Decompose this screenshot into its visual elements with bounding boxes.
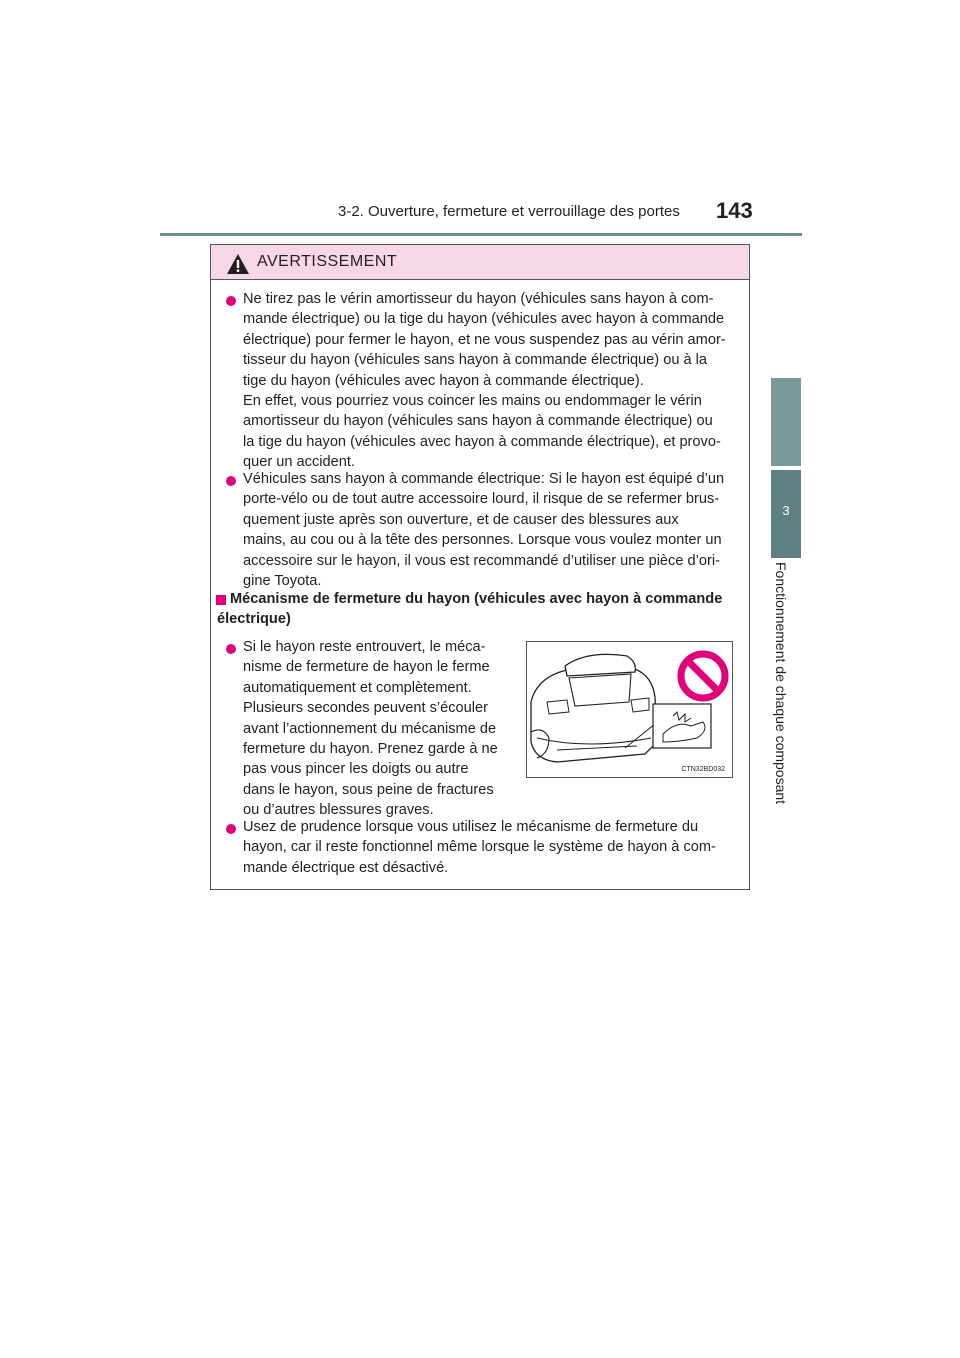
warning-triangle-icon [226,253,250,275]
text-line: électrique) pour fermer le hayon, et ne vous suspendez pas au vérin amor- [243,331,726,348]
text-line: nisme de fermeture de hayon le ferme [243,659,490,676]
car-rear-illustration [527,642,732,777]
text-line: fermeture du hayon. Prenez garde à ne [243,741,498,758]
text-line: accessoire sur le hayon, il vous est recommandé d’utiliser une pièce d’ori- [243,552,720,569]
side-caption [771,562,801,812]
text-line: quement juste après son ouverture, et de causer des blessures aux [243,511,679,528]
warning-title: AVERTISSEMENT [257,253,398,270]
bullet-dot [226,824,236,834]
text-line: hayon, car il reste fonctionnel même lorsque le système de hayon à com- [243,839,716,856]
warning-header [211,245,749,280]
text-line: Si le hayon reste entrouvert, le méca- [243,639,486,655]
text-line: mains, au cou ou à la tête des personnes. Lorsque vous voulez monter un [243,532,722,549]
text-line: Plusieurs secondes peuvent s’écouler [243,700,488,717]
text-line: électrique) [217,611,291,628]
text-line: Véhicules sans hayon à commande électrique: Si le hayon est équipé d’un [243,471,725,487]
bullet-dot [226,644,236,654]
text-line: Usez de prudence lorsque vous utilisez le mécanisme de fermeture du [243,819,699,835]
bullet-4-text [243,817,742,878]
bullet-1-text [243,289,742,473]
text-line: amortisseur du hayon (véhicules sans hayon à commande électrique) ou [243,413,713,430]
text-line: tige du hayon (véhicules avec hayon à commande électrique). [243,372,644,389]
text-line: dans le hayon, sous peine de fractures [243,781,494,798]
text-line: Ne tirez pas le vérin amortisseur du hayon (véhicules sans hayon à com- [243,291,714,307]
bullet-dot [226,476,236,486]
text-line: Mécanisme de fermeture du hayon (véhicules avec hayon à commande [230,591,723,607]
side-caption-text: Fonctionnement de chaque composant [773,562,789,805]
bullet-dot [226,296,236,306]
text-line: porte-vélo ou de tout autre accessoire lourd, il risque de se refermer brus- [243,491,720,508]
text-line: En effet, vous pourriez vous coincer les mains ou endommager le vérin [243,393,702,410]
tailgate-illustration [526,641,733,778]
bullet-2-text [243,469,742,591]
text-line: avant l’actionnement du mécanisme de [243,720,497,737]
text-line: ou d’autres blessures graves. [243,802,434,819]
text-line: tisseur du hayon (véhicules sans hayon à commande électrique) ou à la [243,352,708,369]
header-section-title: 3-2. Ouverture, fermeture et verrouillage des portes [338,203,680,220]
header-rule [160,233,802,236]
text-line: la tige du hayon (véhicules avec hayon à commande électrique), et provo- [243,433,721,450]
text-line: pas vous pincer les doigts ou autre [243,761,469,778]
text-line: mande électrique) ou la tige du hayon (véhicules avec hayon à commande [243,311,725,328]
square-bullet [216,595,226,605]
side-tab-number: 3 [782,503,790,518]
text-line: gine Toyota. [243,573,322,590]
text-line: automatiquement et complètement. [243,679,472,696]
text-line: mande électrique est désactivé. [243,859,449,876]
subheading [217,589,742,630]
text-line: quer un accident. [243,454,355,471]
side-tab-upper [771,378,801,466]
figure-code: CTN32BD032 [681,766,725,773]
page-number: 143 [716,198,753,223]
bullet-3-text [243,637,515,821]
